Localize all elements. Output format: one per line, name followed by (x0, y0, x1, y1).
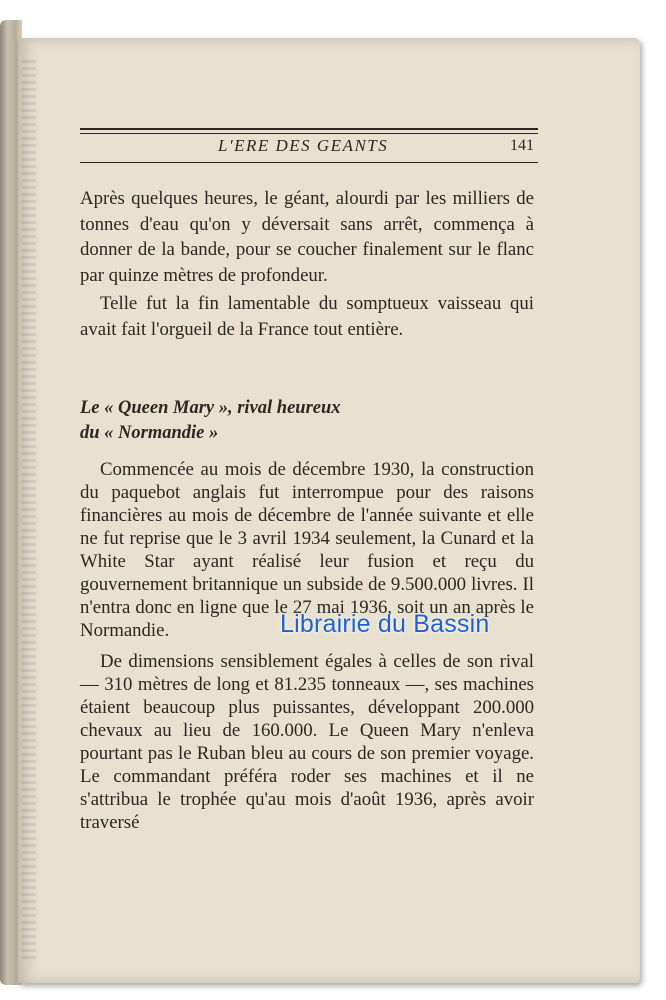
body-text-bottom (80, 458, 534, 842)
section-heading-line: du « Normandie » (80, 423, 219, 443)
paragraph: Telle fut la fin lamentable du somptueux vaisseau qui avait fait l'orgueil de la France tout entière. (80, 293, 534, 340)
body-text-top (80, 186, 534, 342)
running-header (80, 128, 538, 163)
watermark: Librairie du Bassin (280, 610, 490, 638)
paragraph: Commencée au mois de décembre 1930, la construction du paquebot anglais fut interrompue pour des raisons financières au mois de décembre de l'année suivante et elle ne fut reprise que le 3 avril 1934 seulement, la Cunard et la White Star ayant réalisé leur fusion et reçu du gouvernement britannique un subside de 9.500.000 livres. Il n'entra donc en ligne que le 27 mai 1936, soit un an après le Normandie. (80, 459, 534, 641)
section-heading-line: Le « Queen Mary », rival heureux (80, 398, 341, 418)
gutter-shadow (22, 60, 36, 960)
running-title: L'ERE DES GEANTS (218, 136, 389, 155)
page-number: 141 (510, 137, 534, 154)
section-heading (80, 396, 534, 446)
paragraph: De dimensions sensiblement égales à celles de son rival — 310 mètres de long et 81.235 tonneaux —, ses machines étaient beaucoup plus puissantes, développant 200.000 chevaux au lieu de 160.000. Le Queen Mary n'enleva pourtant pas le Ruban bleu au cours de son premier voyage. Le commandant préféra roder ses machines et il ne s'attribua le trophée qu'au mois d'août 1936, après avoir traversé (80, 651, 534, 833)
paragraph: Après quelques heures, le géant, alourdi par les milliers de tonnes d'eau qu'on y déversait sans arrêt, commença à donner de la bande, pour se coucher finalement sur le flanc par quinze mètres de profondeur. (80, 188, 534, 286)
